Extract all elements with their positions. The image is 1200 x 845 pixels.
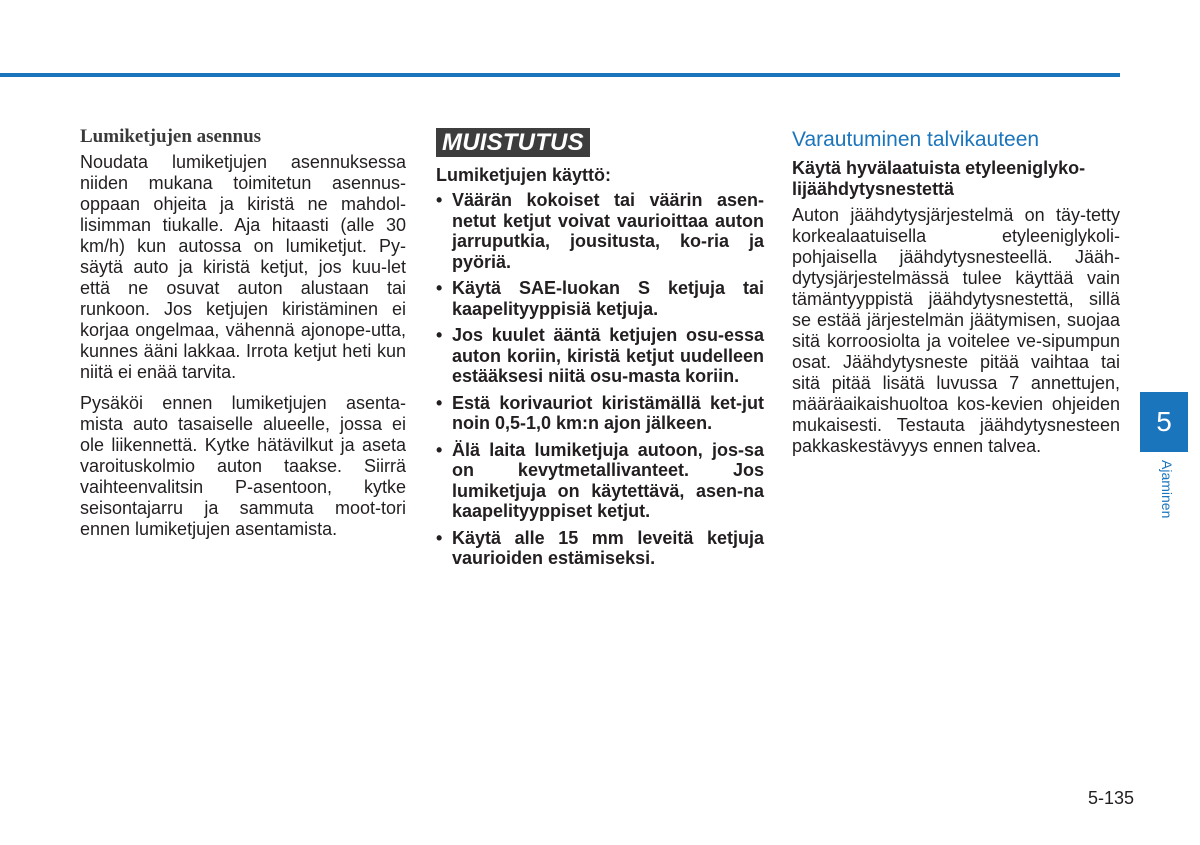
chapter-label: Ajaminen: [1159, 460, 1175, 519]
section-heading-snow-chains: Lumiketjujen asennus: [80, 126, 262, 147]
notice-bullet: • Käytä SAE-luokan S ketjuja tai kaapelityyppisiä ketjuja.: [436, 278, 764, 319]
column-left: [80, 126, 406, 550]
notice-bullet: • Käytä alle 15 mm leveitä ketjuja vaurioiden estämiseksi.: [436, 528, 764, 569]
notice-bullet: • Jos kuulet ääntä ketjujen osu-essa auton koriin, kiristä ketjut uudelleen estääksesi niitä osu-masta koriin.: [436, 325, 764, 387]
section-heading-winter: Varautuminen talvikauteen: [792, 128, 1040, 151]
chapter-tab: 5: [1140, 392, 1188, 452]
paragraph-installation: Noudata lumiketjujen asennuksessa niiden mukana toimitetun asennus-oppaan ohjeita ja kiristä ne mahdol-lisimman tiukalle. Aja hitaasti (alle 30 km/h) kun autossa on lumiketjut. Py-säytä auto ja kiristä ketjut, jos kuu-let että ne osuvat auton alustaan tai runkoon. Jos ketjujen kiristäminen ei korjaa ongelmaa, vähennä ajonope-utta, kunnes ääni lakkaa. Irrota ketjut heti kun niitä ei enää tarvita.: [80, 152, 406, 382]
notice-badge: MUISTUTUS: [436, 128, 590, 157]
paragraph-parking: Pysäköi ennen lumiketjujen asenta-mista auto tasaiselle alueelle, jossa ei ole liikennettä. Kytke hätävilkut ja aseta varoituskolmio auton taakse. Siirrä vaihteenvalitsin P-asentoon, kytke seisontajarru ja sammuta moot-tori ennen lumiketjujen asentamista.: [80, 393, 406, 539]
page-number: 5-135: [1088, 788, 1135, 808]
column-middle: [436, 126, 764, 575]
notice-title: Lumiketjujen käyttö:: [436, 165, 612, 185]
header-rule: [0, 73, 1120, 77]
notice-bullet-list: [436, 190, 764, 569]
notice-bullet: • Älä laita lumiketjuja autoon, jos-sa on kevytmetallivanteet. Jos lumiketjuja on käytettävä, asen-na kaapelityyppiset ketjut.: [436, 440, 764, 522]
notice-bullet: • Väärän kokoiset tai väärin asen-netut ketjut voivat vaurioittaa auton jarruputkia, jousitusta, ko-ria ja pyöriä.: [436, 190, 764, 272]
notice-bullet: • Estä korivauriot kiristämällä ket-jut noin 0,5-1,0 km:n ajon jälkeen.: [436, 393, 764, 434]
paragraph-coolant: Auton jäähdytysjärjestelmä on täy-tetty korkealaatuisella etyleeniglykoli-pohjaisella jäähdytysnesteellä. Jääh-dytysjärjestelmässä tulee käyttää vain tämäntyyppistä jäähdytysnestettä, sillä se estää järjestelmän jäätymisen, suojaa sitä korroosiolta ja voitelee ve-sipumpun osat. Jäähdytysneste pitää vaihtaa tai sitä pitää lisätä luvussa 7 annettujen, määräaikaishuoltoa kos-kevien ohjeiden mukaisesti. Testauta jäähdytysnesteen pakkaskestävyys ennen talvea.: [792, 205, 1120, 456]
subheading-coolant: Käytä hyvälaatuista etyleeniglyko-lijäähdytysnestettä: [792, 158, 1086, 199]
column-right: [792, 126, 1120, 467]
